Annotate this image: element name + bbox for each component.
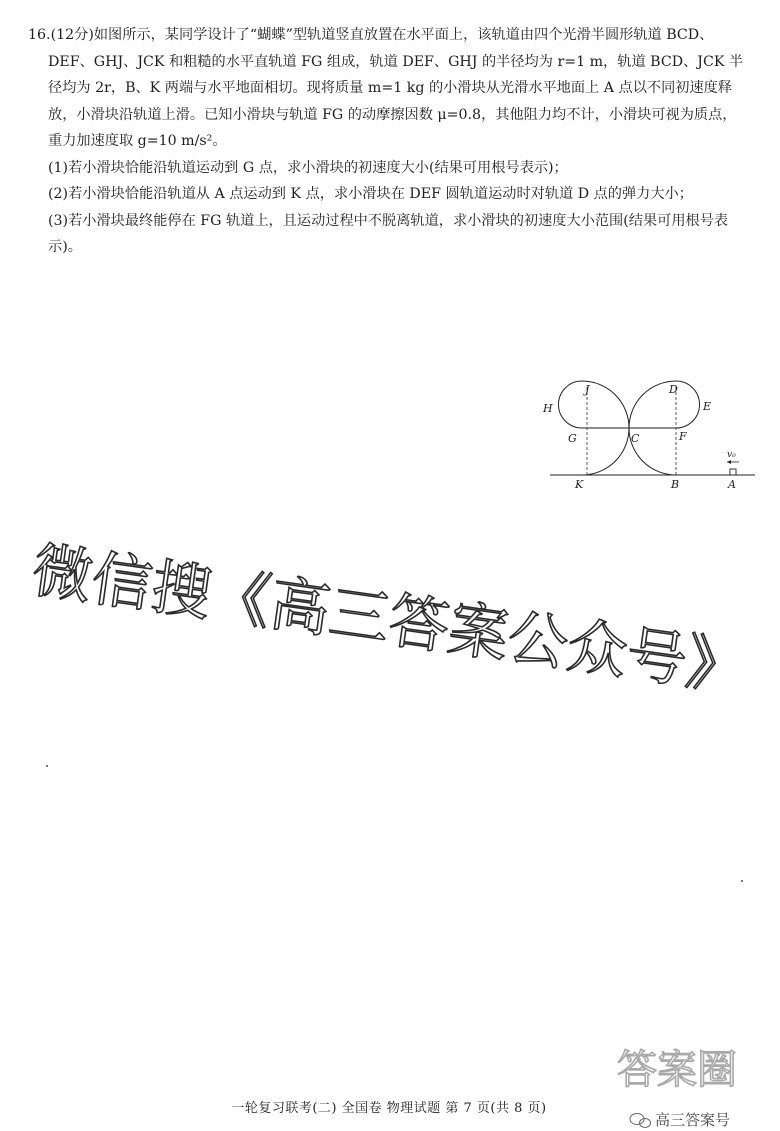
speck: [741, 880, 743, 882]
speck: [46, 765, 48, 767]
label-d: D: [669, 383, 678, 396]
butterfly-track-diagram: [543, 383, 760, 495]
question-1: (1)若小滑块恰能沿轨道运动到 G 点，求小滑块的初速度大小(结果可用根号表示)；: [48, 159, 568, 176]
watermark-text: 微信搜《高三答案公众号》: [27, 535, 751, 706]
corner-logo-small-text: 高三答案号: [655, 1111, 731, 1129]
question-3: (3)若小滑块最终能停在 FG 轨道上，且运动过程中不脱离轨道，求小滑块的初速度大小范围(结果可用根号表示)。: [48, 212, 729, 255]
label-e: E: [703, 400, 712, 413]
page-footer: 一轮复习联考(二) 全国卷 物理试题 第 7 页(共 8 页): [231, 1101, 547, 1116]
watermark: [20, 470, 780, 706]
track-def: [676, 381, 700, 428]
track-ghj: [559, 381, 583, 428]
label-b: B: [671, 478, 680, 491]
corner-logo-big-text: 答案圈: [617, 1047, 737, 1093]
label-v0: v₀: [727, 450, 736, 460]
problem-16: [28, 22, 750, 261]
question-2: (2)若小滑块恰能沿轨道从 A 点运动到 K 点，求小滑块在 DEF 圆轨道运动时对轨道 D 点的弹力大小；: [48, 186, 693, 202]
velocity-arrowhead: [727, 460, 731, 464]
label-c: C: [631, 432, 640, 445]
label-h: H: [543, 402, 553, 415]
label-a: A: [728, 478, 736, 491]
problem-intro: 16.(12分)如图所示，某同学设计了“蝴蝶”型轨道竖直放置在水平面上，该轨道由四个光滑半圆形轨道 BCD、DEF、GHJ、JCK 和粗糙的水平直轨道 FG 组成，轨道 DEF、GHJ 的半径均为 r=1 m，轨道 BCD、JCK 半径均为 2r，B、K 两端与水平地面相切。现将质量 m=1 kg 的小滑块从光滑水平地面上 A 点以不同初速度释放，小滑块沿轨道上滑。已知小滑块与轨道 FG 的动摩擦因数 μ=0.8，其他阻力均不计，小滑块可视为质点，重力加速度取 g=10 m/s²。: [28, 27, 744, 149]
label-j: J: [585, 383, 590, 396]
label-f: F: [679, 430, 687, 443]
slider-block: [730, 469, 736, 475]
label-k: K: [575, 478, 584, 491]
label-g: G: [568, 432, 577, 445]
